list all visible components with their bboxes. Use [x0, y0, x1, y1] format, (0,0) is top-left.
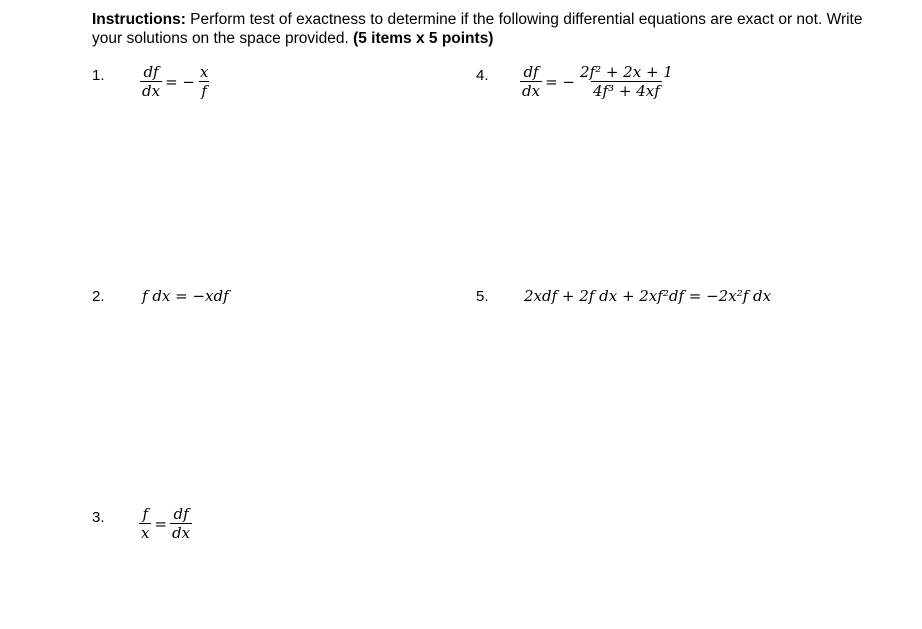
item-1-rhs-numerator: x: [199, 63, 209, 81]
item-1-lhs-numerator: df: [143, 63, 159, 81]
item-4-number: 4.: [476, 67, 489, 84]
instructions-text: Perform test of exactness to determine if the following differential equations are exact or not. Write your solutions on the space provided.: [92, 11, 863, 47]
instructions-points: (5 items x 5 points): [353, 30, 494, 47]
item-1-lhs-denominator: dx: [142, 82, 161, 100]
item-2-number: 2.: [92, 288, 105, 305]
item-1-equation: [140, 63, 210, 100]
item-1-rhs-fraction: [198, 63, 210, 100]
item-3-rhs-fraction: [170, 505, 192, 542]
item-3-rhs-numerator: df: [173, 505, 189, 523]
item-5-number: 5.: [476, 288, 489, 305]
item-5-equation: 2xdf + 2f dx + 2xf²df = −2x²f dx: [524, 287, 772, 305]
item-1-rhs-denominator: f: [201, 82, 207, 100]
item-1-number: 1.: [92, 67, 105, 84]
item-4-lhs-fraction: [520, 63, 542, 100]
item-4-rhs-denominator: 4f³ + 4xf: [593, 82, 660, 100]
item-3-equation: [139, 505, 192, 542]
item-4-operator: = −: [545, 72, 575, 91]
item-1-operator: = −: [165, 72, 195, 91]
item-3-lhs-fraction: [139, 505, 151, 542]
item-2-equation: f dx = −xdf: [142, 287, 229, 305]
item-3-lhs-denominator: x: [141, 524, 150, 542]
item-1-lhs-fraction: [140, 63, 162, 100]
item-3-lhs-numerator: f: [142, 505, 149, 523]
item-3-rhs-denominator: dx: [172, 524, 191, 542]
instructions: [92, 10, 892, 48]
item-4-rhs-numerator: 2f² + 2x + 1: [579, 63, 673, 81]
item-4-lhs-denominator: dx: [522, 82, 541, 100]
item-3-number: 3.: [92, 509, 105, 526]
item-4-lhs-numerator: df: [523, 63, 539, 81]
item-4-rhs-fraction: [578, 63, 675, 100]
instructions-label: Instructions:: [92, 11, 186, 28]
item-4-equation: [520, 63, 675, 100]
item-3-operator: =: [154, 514, 168, 533]
